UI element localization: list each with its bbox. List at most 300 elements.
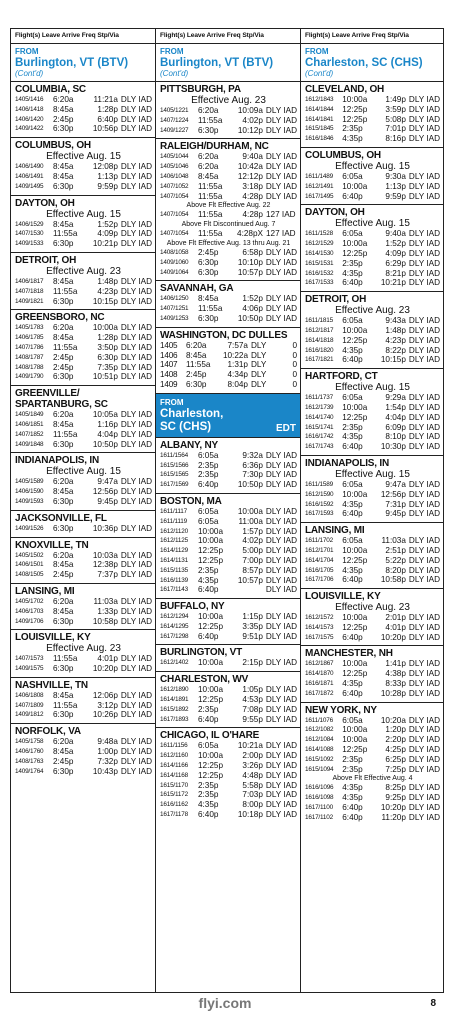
- flight-number: 1407/1054: [160, 230, 189, 238]
- flight-row: [305, 355, 440, 365]
- destination-city: CLEVELAND, OH: [305, 84, 385, 95]
- arrive-time: 10:20p: [380, 632, 406, 642]
- arrive-time: 4:09p: [97, 229, 118, 239]
- flight-row: [305, 480, 440, 490]
- leave-time: 6:40p: [342, 803, 363, 813]
- destination-block: [301, 148, 443, 205]
- freq-via: DLY IAD: [265, 695, 297, 705]
- leave-time: 6:30p: [197, 313, 219, 323]
- arrive-time: 9:48a: [97, 737, 118, 747]
- flight-number: 1407/1852: [15, 430, 44, 438]
- freq-via: DLY IAD: [408, 632, 441, 642]
- arrive-time: 5:22p: [385, 555, 406, 565]
- flight-number: 1616/1871: [305, 680, 334, 688]
- origin-from-label: FROM: [305, 47, 329, 56]
- destination-city: INDIANAPOLIS, IN: [305, 457, 390, 469]
- flight-row: [160, 622, 297, 632]
- arrive-time: 4:48p: [242, 770, 263, 780]
- arrive-time: 7:35p: [97, 362, 118, 372]
- flight-row: [160, 162, 297, 172]
- flight-row: [160, 705, 297, 715]
- freq-via: DLY IAD: [265, 810, 297, 820]
- leave-time: 10:00a: [197, 658, 224, 668]
- origin-city: Burlington, VT (BTV): [160, 57, 274, 69]
- freq-via: DLY IAD: [408, 754, 441, 764]
- leave-time: 2:45p: [52, 362, 74, 372]
- flight-number: 1612/1084: [305, 736, 334, 744]
- flight-row: [15, 220, 152, 230]
- flight-row: [160, 741, 297, 751]
- arrive-time: 8:25p: [385, 783, 406, 793]
- arrive-time: 10:51p: [92, 372, 118, 382]
- freq-via: DLY IAD: [408, 355, 441, 365]
- flight-row: [160, 172, 297, 182]
- arrive-time: 4:04p: [385, 412, 406, 422]
- freq-via: DLY IAD: [408, 793, 441, 803]
- column-3: [301, 29, 443, 992]
- leave-time: 6:05a: [197, 741, 219, 751]
- arrive-time: 4:06p: [242, 304, 263, 314]
- flight-row: [15, 420, 152, 430]
- freq-via: DLY IAD: [120, 496, 152, 506]
- flight-number: 1614/1129: [160, 547, 188, 555]
- freq-via: DLY IAD: [120, 362, 152, 372]
- leave-time: 6:40p: [342, 509, 363, 519]
- leave-time: 12:25p: [342, 114, 368, 124]
- leave-time: 12:25p: [342, 555, 368, 565]
- destination-city: GREENSBORO, NC: [15, 312, 105, 324]
- flight-number: 1612/1125: [160, 537, 188, 545]
- flight-number: 1405/1044: [160, 153, 189, 161]
- freq-via: DLY IAD: [120, 296, 152, 306]
- destination-city: LANSING, MI: [15, 585, 75, 597]
- freq-via: DLY IAD: [265, 704, 297, 714]
- arrive-time: [225, 585, 266, 595]
- freq-via: DLY IAD: [120, 323, 152, 333]
- arrive-time: 1:48p: [385, 325, 406, 335]
- flight-row: [160, 126, 297, 136]
- flight-number: 1616/1096: [305, 784, 334, 792]
- flight-row: [305, 509, 440, 519]
- flight-row: [305, 105, 440, 115]
- arrive-time: 11:03a: [93, 596, 118, 606]
- destination-city: KNOXVILLE, TN: [15, 539, 89, 551]
- flight-row: [305, 423, 440, 433]
- flight-row: [15, 440, 152, 450]
- freq-via: DLY IAD: [265, 575, 297, 585]
- freq-via: DLY IAD: [408, 114, 441, 124]
- flight-number: 1616/1742: [305, 433, 334, 441]
- leave-time: 6:40p: [197, 631, 219, 641]
- leave-time: 6:40p: [342, 575, 363, 585]
- leave-time: 11:55a: [198, 210, 223, 220]
- flight-number: 1612/1739: [305, 403, 334, 411]
- arrive-time: 11:03a: [381, 536, 406, 546]
- arrive-time: 1:49p: [385, 95, 406, 104]
- flight-number: 1406/1250: [160, 295, 189, 303]
- destination-city: COLUMBUS, OH: [305, 149, 381, 161]
- leave-time: 8:45a: [52, 606, 74, 616]
- flight-row: [305, 95, 440, 105]
- column-header: Flight(s) Leave Arrive Freq Stp/Via: [301, 29, 443, 44]
- freq-via: DLY IAD: [408, 715, 441, 725]
- destination-block: [156, 82, 300, 139]
- flight-row: [305, 793, 440, 803]
- origin-continued: (Cont'd): [15, 69, 44, 78]
- freq-via: DLY IAD: [265, 546, 297, 556]
- flight-row: [160, 248, 297, 258]
- flight-row: [160, 351, 297, 361]
- flight-row: [305, 336, 440, 346]
- leave-time: 6:40p: [342, 278, 363, 288]
- frequency: DLY: [251, 379, 267, 389]
- flight-number: 1611/1589: [305, 480, 333, 488]
- destination-block: [11, 630, 155, 678]
- flight-row: [15, 124, 152, 134]
- freq-via: DLY IAD: [265, 658, 297, 668]
- flight-number: 1612/1294: [160, 613, 189, 621]
- freq-via: DLY IAD: [120, 410, 152, 420]
- leave-time: 2:45p: [52, 570, 74, 580]
- arrive-time: 1:33p: [97, 606, 118, 616]
- destination-block: [11, 196, 155, 253]
- flight-number: 1612/1402: [160, 659, 189, 667]
- flight-number: 1615/1566: [160, 461, 189, 469]
- flight-number: 1406/1590: [15, 488, 44, 496]
- freq-via: DLY IAD: [265, 790, 297, 800]
- destination-city: DETROIT, OH: [305, 294, 367, 306]
- flight-row: [160, 182, 297, 192]
- arrive-time: 4:02p: [242, 536, 263, 546]
- flight-row: [15, 737, 152, 747]
- leave-time: 6:30p: [52, 766, 74, 776]
- arrive-time: 1:28p: [97, 333, 118, 343]
- freq-via: DLY IAD: [408, 555, 441, 565]
- flight-number: 1612/1529: [305, 240, 334, 248]
- leave-time: 10:00a: [342, 95, 368, 104]
- freq-via: DLY IAD: [408, 239, 441, 249]
- freq-via: DLY IAD: [265, 304, 297, 314]
- leave-time: 12:25p: [342, 622, 368, 632]
- flight-row: [15, 607, 152, 617]
- flight-number: 1407/1054: [160, 211, 189, 219]
- flight-number: 1611/1119: [160, 517, 187, 525]
- arrive-time: 8:00p: [242, 800, 263, 810]
- flight-row: [305, 249, 440, 259]
- freq-via: DLY IAD: [408, 402, 441, 412]
- footer-url[interactable]: flyi.com: [198, 995, 252, 1011]
- flight-number: 1617/1100: [305, 804, 333, 812]
- origin-continued: (Cont'd): [160, 69, 189, 78]
- leave-time: 4:35p: [342, 499, 363, 509]
- leave-time: 6:40p: [342, 355, 363, 365]
- flight-row: [160, 152, 297, 162]
- freq-via: DLY IAD: [120, 372, 152, 382]
- flight-number: 1409/1227: [160, 126, 189, 134]
- leave-time: 12:25p: [342, 335, 368, 345]
- arrive-time: 8:21p: [385, 268, 406, 278]
- flight-row: [305, 278, 440, 288]
- arrive-time: 1:57p: [242, 526, 263, 536]
- flight-number: 1611/1737: [305, 394, 333, 402]
- flight-number: 1614/1166: [160, 762, 188, 770]
- freq-via: DLY IAD: [408, 783, 441, 793]
- freq-via: DLY IAD: [408, 735, 441, 745]
- effective-date: Effective Aug. 23: [46, 643, 121, 655]
- flight-number: 1409/1821: [15, 297, 44, 305]
- flight-number: 1406: [160, 350, 178, 360]
- arrive-time: 10:20p: [92, 664, 118, 674]
- flight-number: 1408/1763: [15, 757, 44, 765]
- flight-row: [305, 500, 440, 510]
- freq-via: DLY IAD: [120, 710, 152, 720]
- destination-city: LOUISVILLE, KY: [305, 591, 381, 603]
- flight-number: 1614/1573: [305, 623, 334, 631]
- flight-number: 1616/1139: [160, 576, 188, 584]
- leave-time: 6:30p: [197, 125, 219, 135]
- frequency: DLY: [251, 350, 267, 360]
- freq-via: DLY IAD: [120, 747, 152, 757]
- origin-city: Charleston, SC (CHS): [305, 57, 423, 69]
- freq-via: DLY IAD: [120, 114, 152, 124]
- flight-row: [160, 576, 297, 586]
- arrive-time: 5:58p: [242, 780, 263, 790]
- arrive-time: 6:58p: [242, 247, 263, 257]
- flight-row: [305, 803, 440, 813]
- leave-time: 10:00a: [342, 181, 368, 191]
- flight-row: [305, 259, 440, 269]
- flight-row: [160, 294, 297, 304]
- leave-time: 6:40p: [197, 480, 219, 490]
- flight-row: [305, 813, 440, 823]
- origin-header: [11, 44, 155, 82]
- arrive-time: 8:10p: [385, 432, 406, 442]
- arrive-time: 7:57a: [227, 340, 248, 350]
- flight-row: [160, 210, 297, 220]
- flight-number: 1409: [160, 379, 178, 389]
- arrive-time: 4:09p: [385, 248, 406, 258]
- flight-row: [15, 524, 152, 534]
- freq-via: DLY IAD: [265, 267, 297, 277]
- flight-number: 1405/1758: [15, 738, 44, 746]
- flight-row: [15, 570, 152, 580]
- leave-time: 10:00a: [342, 725, 368, 735]
- flight-number: 1616/1705: [305, 566, 334, 574]
- freq-via: DLY IAD: [265, 555, 297, 565]
- freq-via: DLY IAD: [120, 419, 152, 429]
- leave-time: 6:20a: [52, 95, 74, 104]
- effective-date: Effective Aug. 15: [335, 160, 410, 172]
- leave-time: 2:45p: [197, 247, 219, 257]
- flight-number: 1407/1573: [15, 655, 44, 663]
- destination-city: LANSING, MI: [305, 525, 365, 537]
- leave-time: 6:30p: [52, 181, 74, 191]
- origin-city-line2: SC (CHS): [160, 420, 212, 433]
- flight-number: 1405/1502: [15, 551, 44, 559]
- flight-row: [15, 239, 152, 249]
- flight-row: [305, 566, 440, 576]
- leave-time: 6:05a: [197, 450, 219, 460]
- freq-via: DLY IAD: [408, 258, 441, 268]
- freq-via: 127 IAD: [266, 229, 296, 239]
- arrive-time: 6:29p: [385, 258, 406, 268]
- leave-time: 12:25p: [342, 248, 368, 258]
- leave-time: 10:00a: [342, 489, 368, 499]
- flight-row: [305, 623, 440, 633]
- leave-time: 10:00a: [197, 612, 224, 622]
- leave-time: 2:45p: [52, 352, 74, 362]
- leave-time: 6:05a: [342, 393, 363, 403]
- arrive-time: 9:47a: [97, 477, 118, 487]
- leave-time: 10:00a: [197, 751, 224, 761]
- freq-via: DLY IAD: [120, 616, 152, 626]
- freq-via: DLY IAD: [408, 325, 441, 335]
- flight-row: [15, 654, 152, 664]
- arrive-time: 7:30p: [242, 470, 263, 480]
- origin-city: Burlington, VT (BTV): [15, 57, 129, 69]
- arrive-time: 8:16p: [385, 134, 406, 144]
- flight-row: [160, 527, 297, 537]
- leave-time: 4:35p: [197, 800, 219, 810]
- flight-row: [15, 172, 152, 182]
- destination-block: [301, 589, 443, 646]
- flight-row: [160, 585, 297, 595]
- leave-time: 11:55a: [197, 191, 223, 201]
- effective-date: Effective Aug. 23: [46, 265, 121, 277]
- flight-row: [15, 747, 152, 757]
- flight-number: 1406/1529: [15, 220, 44, 228]
- leave-time: 8:45a: [52, 333, 74, 343]
- arrive-time: 12:06p: [92, 690, 118, 700]
- flight-number: 1409/1848: [15, 440, 44, 448]
- arrive-time: 3:35p: [242, 621, 263, 631]
- destination-block: [11, 310, 155, 386]
- flight-row: [15, 487, 152, 497]
- leave-time: 2:35p: [342, 258, 363, 268]
- leave-time: 6:20a: [52, 477, 74, 487]
- arrive-time: 5:00p: [242, 546, 263, 556]
- effective-date: Effective Aug. 23: [335, 602, 410, 614]
- arrive-time: 1:28p: [97, 104, 118, 114]
- destination-city: WASHINGTON, DC DULLES: [160, 329, 288, 341]
- arrive-time: 4:23p: [385, 335, 406, 345]
- arrive-time: 10:50p: [237, 480, 263, 490]
- leave-time: 4:35p: [342, 345, 363, 355]
- arrive-time: 2:51p: [385, 545, 406, 555]
- leave-time: 11:55a: [197, 181, 223, 191]
- flight-row: [160, 790, 297, 800]
- freq-via: DLY IAD: [265, 247, 297, 257]
- flight-number: 1612/1817: [305, 326, 334, 334]
- leave-time: 8:45a: [52, 276, 74, 286]
- arrive-time: 6:36p: [242, 460, 263, 470]
- flight-row: [15, 551, 152, 561]
- arrive-time: 10:21p: [380, 278, 406, 288]
- destination-block: [156, 672, 300, 728]
- arrive-time: 10:21p: [92, 239, 118, 249]
- flight-number: 1617/1593: [305, 510, 334, 518]
- flight-number: 1611/1117: [160, 507, 187, 515]
- arrive-time: 8:22p: [385, 345, 406, 355]
- arrive-time: 4:28p: [242, 191, 263, 201]
- arrive-time: 8:04p: [227, 379, 248, 389]
- flight-row: [160, 658, 297, 668]
- flight-row: [305, 442, 440, 452]
- leave-time: 2:35p: [342, 422, 363, 432]
- arrive-time: 2:20p: [385, 735, 406, 745]
- flight-row: [160, 461, 297, 471]
- flight-row: [305, 633, 440, 643]
- freq-via: DLY IAD: [120, 487, 152, 497]
- leave-time: 12:25p: [197, 621, 224, 631]
- leave-time: 6:30p: [52, 296, 74, 306]
- flight-number: 1407/1809: [15, 701, 44, 709]
- flight-row: [160, 370, 297, 380]
- leave-time: 2:35p: [197, 704, 219, 714]
- arrive-time: 3:12p: [97, 700, 118, 710]
- freq-via: DLY IAD: [265, 506, 297, 516]
- stops: 0: [292, 379, 297, 389]
- flight-number: 1617/1575: [305, 633, 334, 641]
- destination-city: BOSTON, MA: [160, 495, 222, 507]
- freq-via: DLY IAD: [265, 780, 297, 790]
- arrive-time: 10:43p: [92, 766, 118, 776]
- flight-row: [15, 767, 152, 777]
- freq-via: DLY IAD: [408, 134, 441, 144]
- flight-number: 1617/1743: [305, 443, 334, 451]
- arrive-time: 9:32a: [242, 450, 263, 460]
- leave-time: 6:05a: [342, 715, 363, 725]
- freq-via: DLY IAD: [120, 162, 152, 172]
- destination-block: [301, 82, 443, 148]
- leave-time: 8:45a: [186, 350, 207, 360]
- flight-number: 1408/1787: [15, 353, 44, 361]
- arrive-time: 10:00a: [237, 506, 263, 516]
- flight-note: Above Flt Discontinued Aug. 7: [181, 221, 276, 229]
- flight-row: [15, 182, 152, 192]
- flight-row: [15, 477, 152, 487]
- origin-from-label: FROM: [160, 397, 184, 407]
- destination-block: [156, 599, 300, 645]
- flight-number: 1407/1224: [160, 116, 189, 124]
- flight-row: [160, 304, 297, 314]
- freq-via: DLY IAD: [265, 191, 297, 201]
- leave-time: 6:40p: [342, 442, 363, 452]
- freq-via: DLY IAD: [265, 460, 297, 470]
- flight-row: [15, 105, 152, 115]
- leave-time: 11:55a: [52, 342, 78, 352]
- flight-row: [305, 613, 440, 623]
- freq-via: DLY IAD: [120, 477, 152, 487]
- freq-via: DLY IAD: [120, 276, 152, 286]
- flight-number: 1406/1785: [15, 334, 44, 342]
- arrive-time: 9:51p: [242, 631, 263, 641]
- flight-number: 1614/1870: [305, 670, 334, 678]
- leave-time: 6:20a: [52, 596, 74, 606]
- flight-number: 1617/1872: [305, 689, 334, 697]
- flight-row: [15, 323, 152, 333]
- leave-time: 6:30p: [52, 616, 74, 626]
- effective-date: Effective Aug. 15: [46, 208, 121, 220]
- flight-row: [305, 490, 440, 500]
- flight-number: 1614/1740: [305, 413, 334, 421]
- flight-row: [15, 333, 152, 343]
- leave-time: 8:45a: [197, 294, 219, 304]
- effective-date: Effective Aug. 23: [191, 95, 266, 106]
- leave-time: 10:00a: [197, 536, 224, 546]
- arrive-time: 10:28p: [380, 688, 406, 698]
- destination-block: [11, 511, 155, 538]
